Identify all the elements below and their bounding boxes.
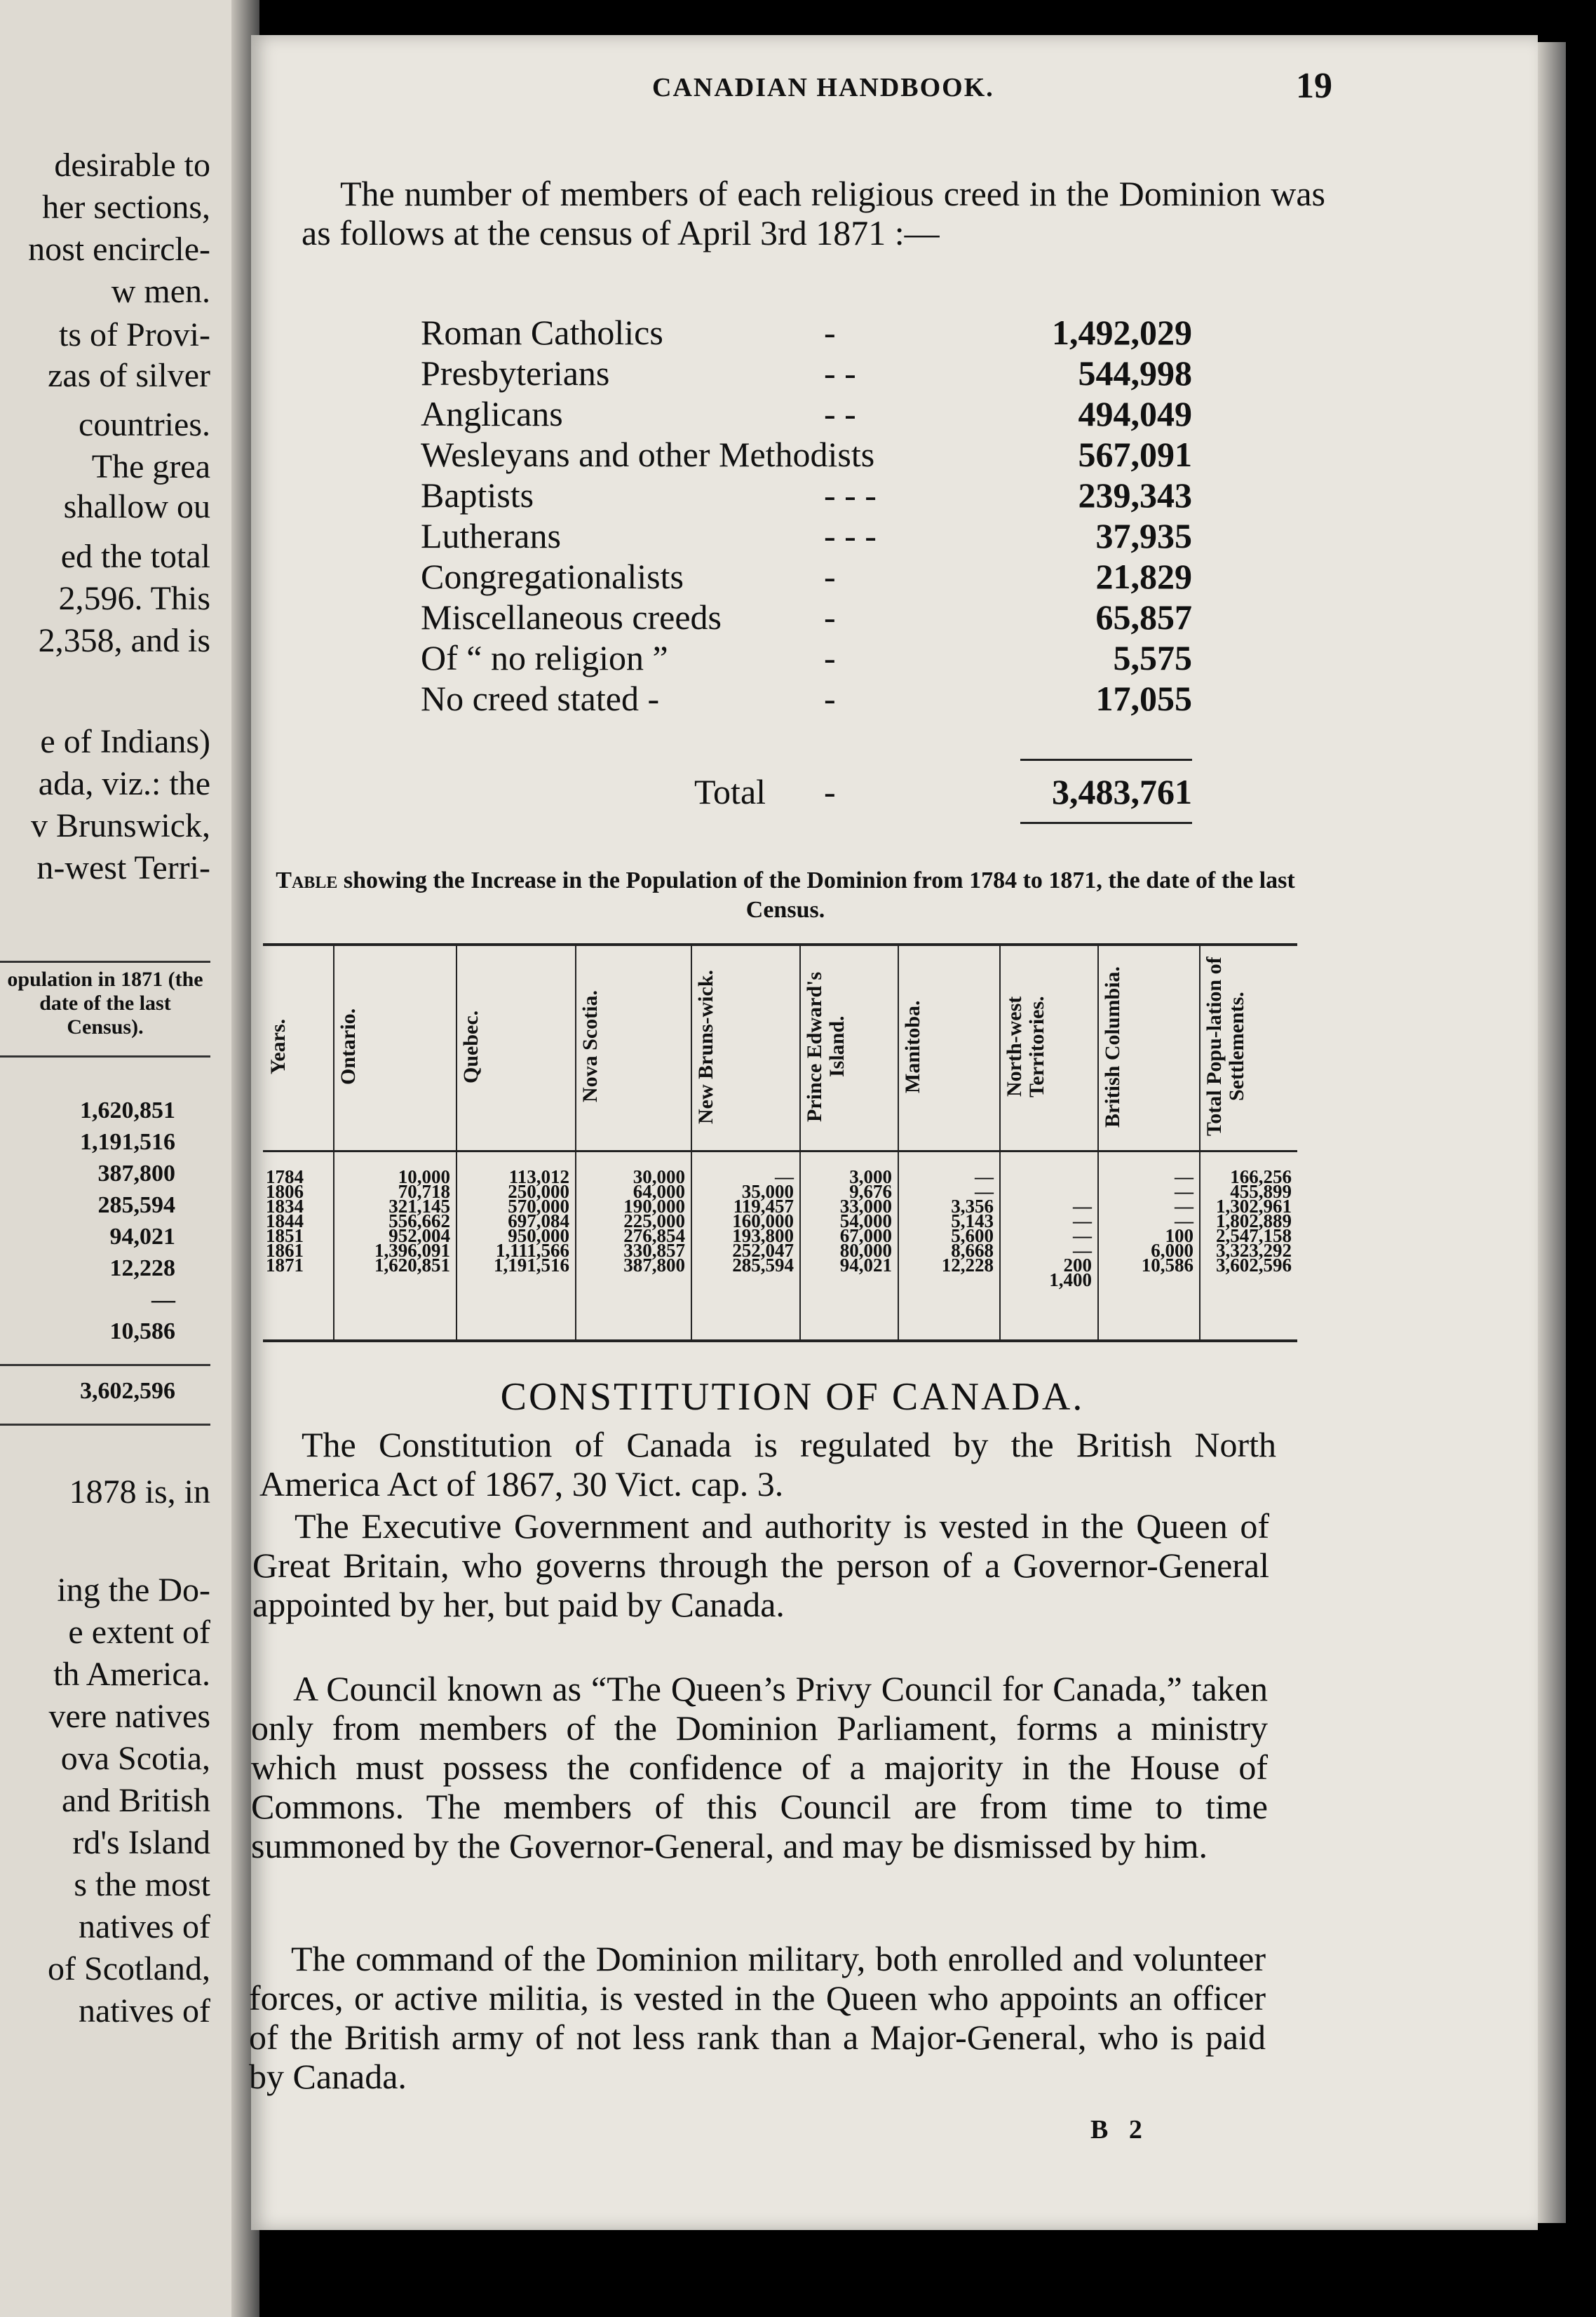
- left-total: 3,602,596: [80, 1378, 175, 1404]
- table-column: — — — — 100 6,000 10,586: [1141, 1166, 1193, 1276]
- creed-total-label: Total: [694, 772, 766, 811]
- table-column-rule: [1199, 943, 1201, 1339]
- creed-row: [421, 678, 1192, 719]
- left-text-fragment: natives of: [79, 1908, 210, 1945]
- table-header: Ontario.: [337, 1008, 360, 1086]
- creed-name: Presbyterians: [421, 353, 610, 393]
- left-text-fragment: ada, viz.: the: [38, 765, 210, 802]
- creed-name: Anglicans: [421, 394, 563, 433]
- left-text-fragment: ing the Do-: [57, 1572, 210, 1609]
- creed-value: 37,935: [1095, 516, 1192, 555]
- running-title: CANADIAN HANDBOOK.: [652, 73, 994, 102]
- creed-value: 17,055: [1095, 679, 1192, 718]
- left-number: 1,620,851: [80, 1097, 175, 1123]
- constitution-paragraph-1: The Constitution of Canada is regulated by the British North America Act of 1867, 30 Vict. cap. 3.: [259, 1425, 1276, 1504]
- creed-row: [421, 353, 1192, 393]
- left-number: 10,586: [109, 1318, 175, 1344]
- table-column: 113,012 250,000 570,000 697,084 950,000 1,111,566 1,191,516: [494, 1166, 569, 1276]
- creed-dash: -: [824, 313, 836, 352]
- left-column-heading: opulation in 1871 (the date of the last Census).: [7, 968, 203, 1039]
- creed-row: [421, 393, 1192, 434]
- table-top-rule: [263, 943, 1297, 946]
- creed-dash: - - -: [824, 516, 877, 555]
- page-edge: [1538, 42, 1566, 2223]
- creed-name: Lutherans: [421, 516, 561, 555]
- creed-value: 65,857: [1095, 597, 1192, 637]
- left-text-fragment: of Scotland,: [48, 1950, 210, 1987]
- creed-value: 5,575: [1113, 638, 1192, 677]
- table-column: 166,256 455,899 1,302,961 1,802,889 2,547,158 3,323,292 3,602,596: [1216, 1166, 1292, 1276]
- creed-name: Baptists: [421, 475, 534, 515]
- creed-total-value: 3,483,761: [1052, 772, 1192, 811]
- divider: [0, 1424, 210, 1426]
- left-number: 285,594: [97, 1192, 175, 1218]
- table-caption: [270, 866, 1301, 925]
- creed-value: 1,492,029: [1052, 313, 1192, 352]
- creed-name: Miscellaneous creeds: [421, 597, 722, 637]
- left-number: 387,800: [97, 1161, 175, 1187]
- left-text-fragment: 2,596. This: [58, 580, 210, 617]
- section-heading: CONSTITUTION OF CANADA.: [500, 1375, 1085, 1419]
- creed-name: Congregationalists: [421, 557, 684, 596]
- creed-dash: -: [824, 597, 836, 637]
- creed-row: [421, 434, 1192, 475]
- sum-rule: [1020, 759, 1192, 761]
- constitution-paragraph-2: The Executive Government and authority is vested in the Queen of Great Britain, who governs through the person of a Governor-General appointed by her, but paid by Canada.: [252, 1506, 1269, 1624]
- left-text-fragment: rd's Island: [72, 1824, 210, 1861]
- left-text-fragment: shallow ou: [63, 488, 210, 525]
- creed-dash: - -: [824, 353, 856, 393]
- left-text-fragment: and British: [62, 1782, 210, 1819]
- creed-row: [421, 556, 1192, 597]
- table-column-rule: [333, 943, 334, 1339]
- left-text-fragment: e extent of: [68, 1614, 210, 1651]
- table-column-rule: [691, 943, 692, 1339]
- creed-row: [421, 597, 1192, 637]
- table-column: — — 3,356 5,143 5,600 8,668 12,228: [941, 1166, 994, 1276]
- table-column: 1784 1806 1834 1844 1851 1861 1871: [266, 1166, 304, 1276]
- creed-name: Wesleyans and other Methodists: [421, 435, 875, 474]
- left-text-fragment: desirable to: [54, 147, 210, 184]
- table-column-rule: [575, 943, 576, 1339]
- constitution-paragraph-3: A Council known as “The Queen’s Privy Council for Canada,” taken only from members of the Dominion Parliament, forms a ministry which must possess the confidence of a majority in the House of Commons. The members of this Council are from time to time summoned by the Governor-General, and may be dismissed by him.: [251, 1669, 1268, 1865]
- table-header: British Columbia.: [1101, 966, 1124, 1128]
- left-text-fragment: s the most: [74, 1866, 210, 1903]
- left-text-fragment: 1878 is, in: [69, 1473, 210, 1511]
- divider: [0, 1055, 210, 1058]
- divider: [0, 1364, 210, 1366]
- table-header-rule: [263, 1150, 1297, 1152]
- table-header: Years.: [266, 1018, 290, 1075]
- creed-row: [421, 637, 1192, 678]
- left-number: 12,228: [109, 1255, 175, 1281]
- creed-name: Of “ no religion ”: [421, 638, 668, 677]
- table-header: Quebec.: [459, 1010, 482, 1083]
- left-text-fragment: countries.: [79, 406, 210, 443]
- left-text-fragment: ed the total: [60, 538, 210, 575]
- creed-value: 544,998: [1078, 353, 1192, 393]
- table-header: Prince Edward's Island.: [803, 971, 848, 1122]
- creed-intro: The number of members of each religious creed in the Dominion was as follows at the census of April 3rd 1871 :—: [302, 174, 1325, 252]
- creed-value: 494,049: [1078, 394, 1192, 433]
- creed-dash: -: [824, 638, 836, 677]
- left-text-fragment: natives of: [79, 1992, 210, 2029]
- left-text-fragment: nost encircle-: [28, 231, 210, 268]
- creed-name: Roman Catholics: [421, 313, 663, 352]
- creed-dash: - -: [824, 394, 856, 433]
- table-column: — 35,000 119,457 160,000 193,800 252,047 285,594: [732, 1166, 794, 1276]
- creed-dash: - - -: [824, 475, 877, 515]
- table-column-rule: [898, 943, 899, 1339]
- left-text-fragment: 2,358, and is: [38, 622, 210, 659]
- table-column: 10,000 70,718 321,145 556,662 952,004 1,396,091 1,620,851: [374, 1166, 450, 1276]
- table-caption-text: showing the Increase in the Population of the Dominion from 1784 to 1871, the date of the last Census.: [337, 867, 1295, 923]
- creed-dash: -: [824, 679, 836, 718]
- table-caption-lead: Table: [276, 867, 338, 893]
- table-column: 3,000 9,676 33,000 54,000 67,000 80,000 94,021: [839, 1166, 892, 1276]
- left-text-fragment: th America.: [53, 1656, 210, 1693]
- table-header: Total Popu-lation of Settlements.: [1203, 957, 1248, 1137]
- left-text-fragment: zas of silver: [48, 357, 210, 394]
- page-number: 19: [1296, 66, 1332, 106]
- creed-row: [421, 515, 1192, 556]
- left-text-fragment: w men.: [111, 273, 210, 310]
- table-column: 30,000 64,000 190,000 225,000 276,854 330,857 387,800: [623, 1166, 685, 1276]
- signature-mark: B 2: [1090, 2115, 1149, 2144]
- left-number: 1,191,516: [80, 1129, 175, 1155]
- table-header: New Bruns-wick.: [694, 969, 717, 1124]
- left-text-fragment: e of Indians): [40, 723, 210, 760]
- creed-row: [421, 312, 1192, 353]
- creed-total-dash: -: [824, 772, 836, 811]
- table-column-rule: [456, 943, 457, 1339]
- table-header: Manitoba.: [901, 1000, 924, 1093]
- creed-row: [421, 475, 1192, 515]
- constitution-paragraph-4: The command of the Dominion military, both enrolled and volunteer forces, or active militia, is vested in the Queen who appoints an officer of the British army of not less rank than a Major-General, who is paid by Canada.: [249, 1939, 1266, 2096]
- left-text-fragment: The grea: [91, 448, 210, 485]
- table-header: Nova Scotia.: [579, 990, 602, 1103]
- creed-total-row: [421, 771, 1192, 812]
- divider: [0, 961, 210, 963]
- creed-value: 239,343: [1078, 475, 1192, 515]
- left-text-fragment: vere natives: [48, 1698, 210, 1735]
- sum-rule: [1020, 822, 1192, 824]
- left-text-fragment: v Brunswick,: [31, 807, 210, 844]
- creed-name: No creed stated -: [421, 679, 660, 718]
- creed-value: 21,829: [1095, 557, 1192, 596]
- table-bottom-rule: [263, 1339, 1297, 1342]
- left-number: —: [151, 1287, 175, 1313]
- left-text-fragment: ova Scotia,: [60, 1740, 210, 1777]
- left-text-fragment: n-west Terri-: [36, 849, 210, 886]
- table-column-rule: [799, 943, 801, 1339]
- left-page: [0, 0, 245, 2317]
- creed-dash: -: [824, 557, 836, 596]
- table-column: — — — — 200 1,400: [1049, 1196, 1092, 1290]
- table-header: North-west Territories.: [1003, 996, 1048, 1097]
- left-number: 94,021: [109, 1224, 175, 1250]
- creed-value: 567,091: [1078, 435, 1192, 474]
- table-column-rule: [1097, 943, 1099, 1339]
- table-column-rule: [999, 943, 1001, 1339]
- left-text-fragment: her sections,: [42, 189, 210, 226]
- left-text-fragment: ts of Provi-: [59, 316, 210, 353]
